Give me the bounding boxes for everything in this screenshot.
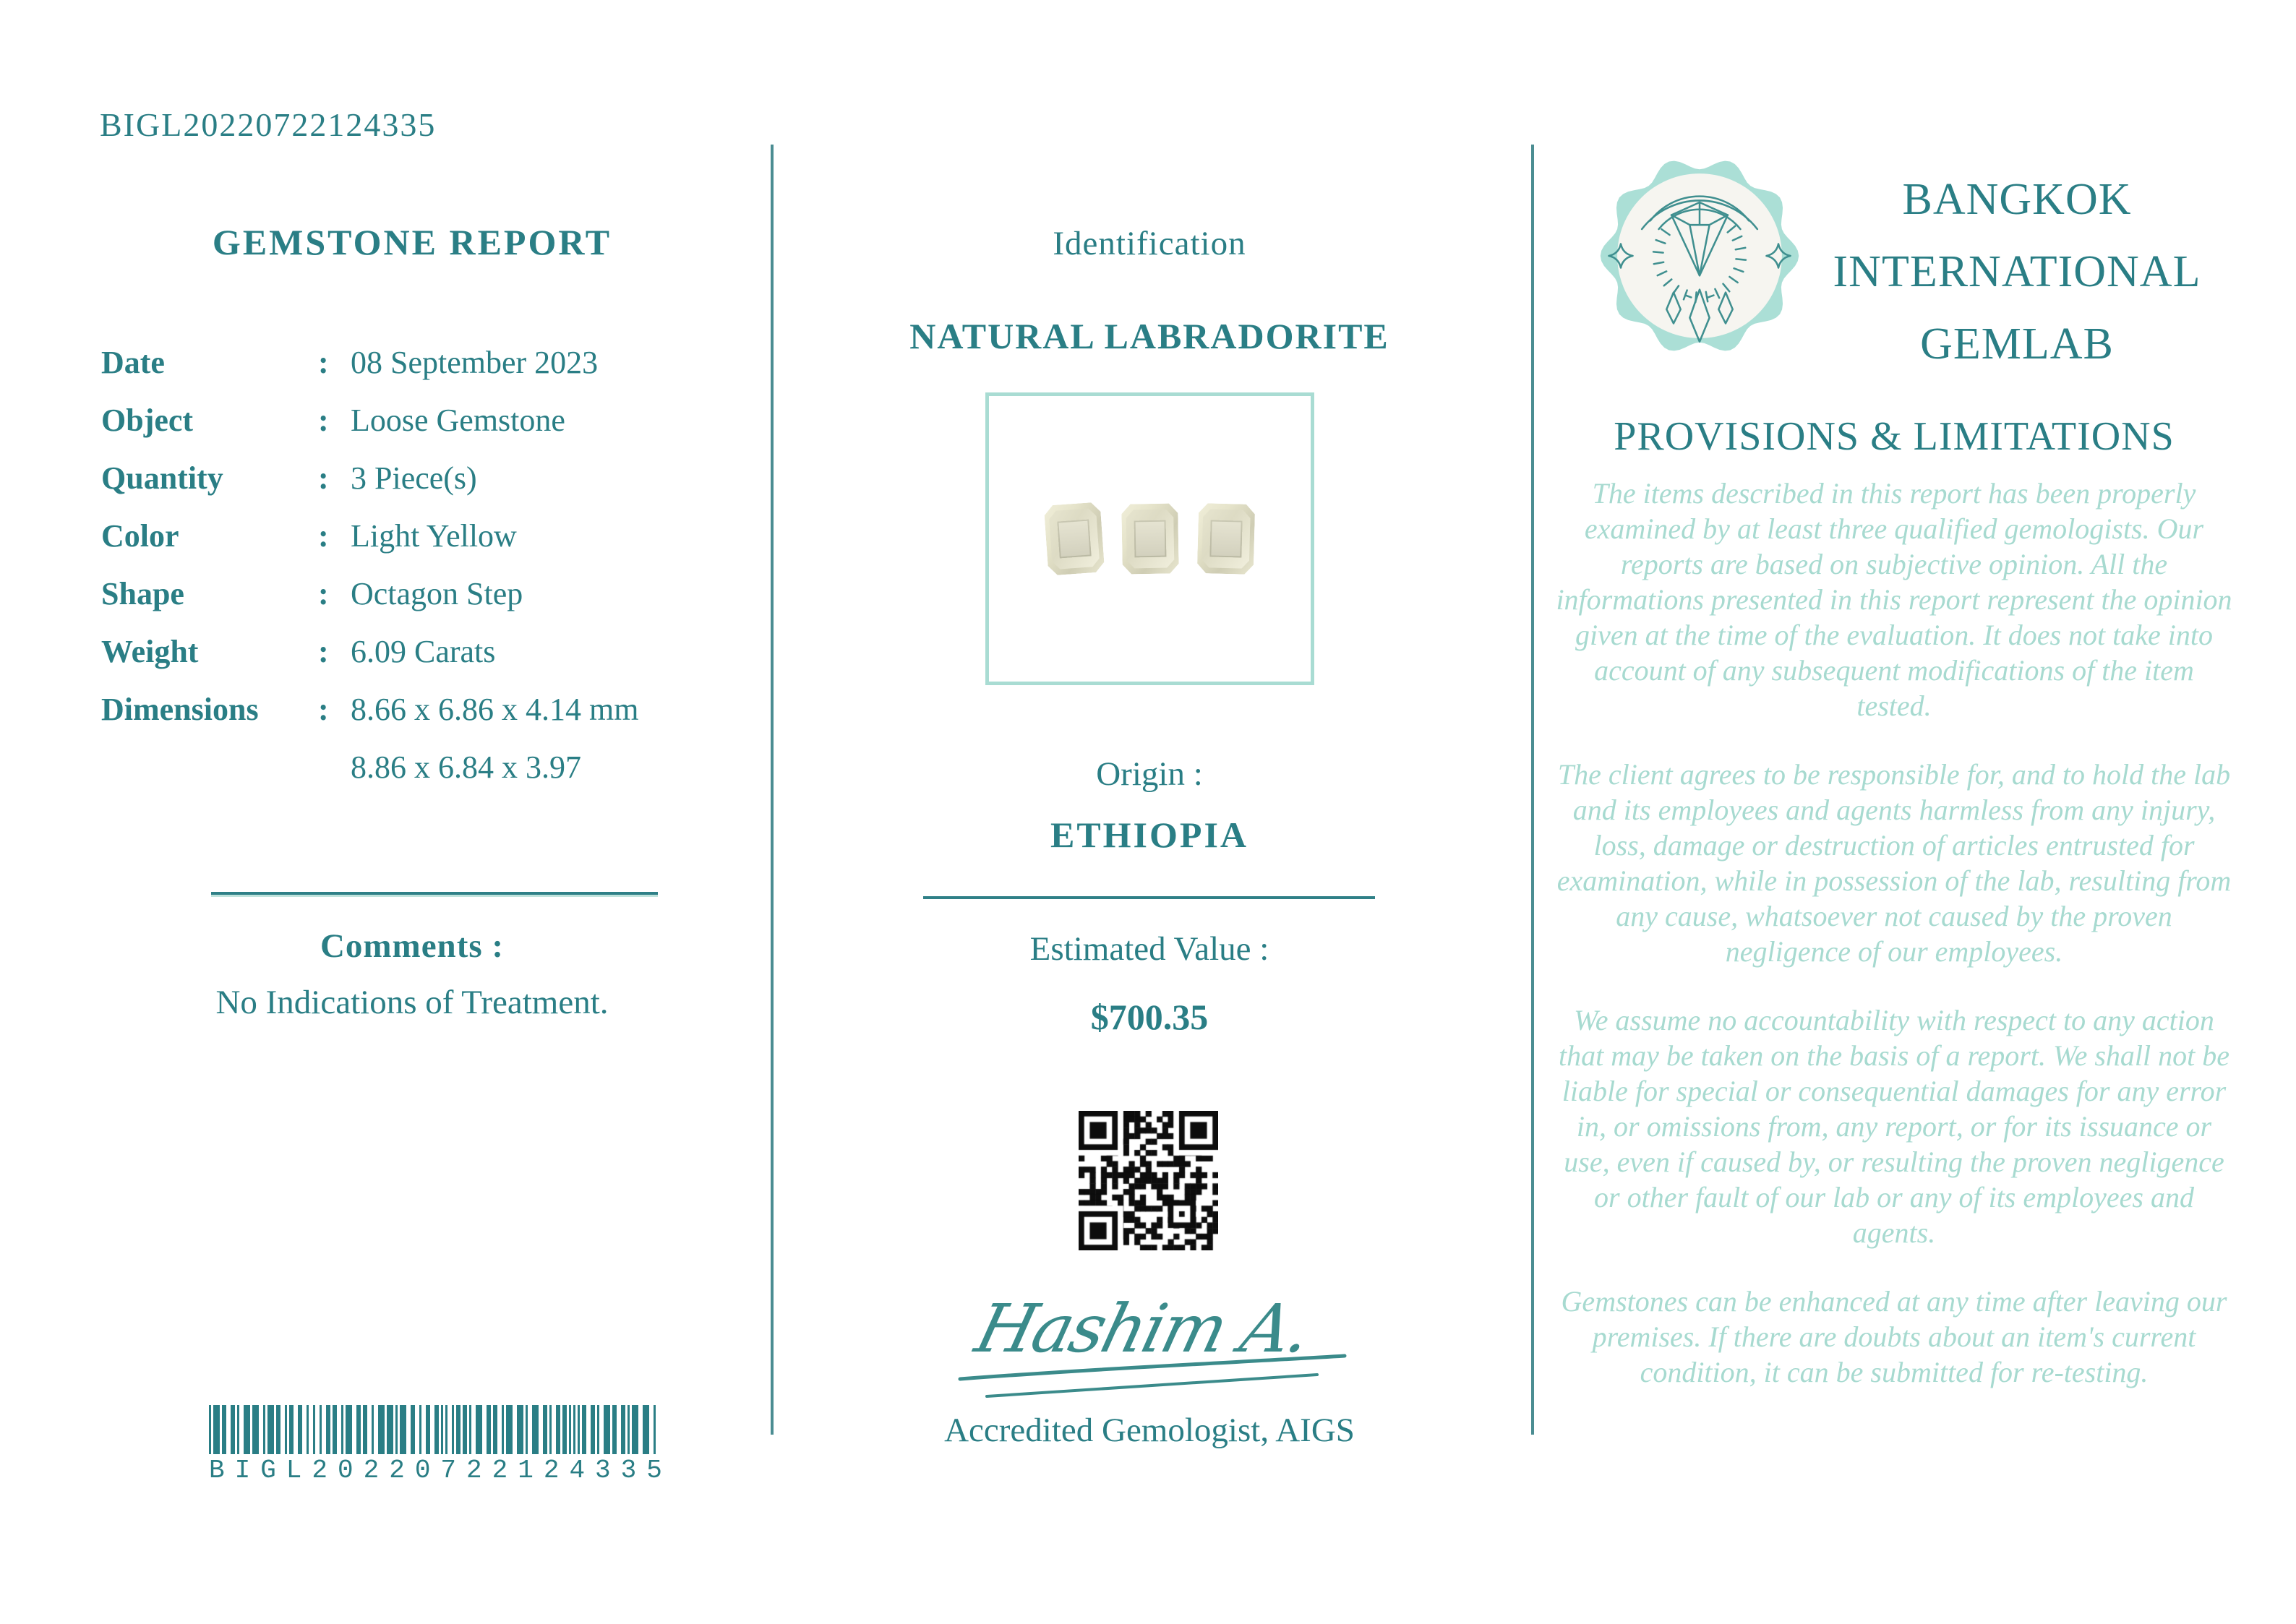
field-colon: : [318,692,329,727]
barcode [209,1405,666,1454]
signature-flourish-2 [987,1375,1317,1396]
field-label: Dimensions [101,692,259,727]
field-label [101,739,318,796]
field-colon: : [318,460,329,496]
field-label: Shape [101,576,184,611]
field-value: Loose Gemstone [351,403,565,438]
gemstone-3 [1196,503,1255,575]
provisions-paragraph-2: The client agrees to be responsible for, and to hold the lab and its employees and agents harmless from any injury, loss, damage or destruction of articles entrusted for examination, while in possession of the lab, resulting from any cause, whatsoever not caused by the proven negligence of our employees. [1556,758,2232,968]
field-label: Quantity [101,460,223,496]
provisions-title: PROVISIONS & LIMITATIONS [1614,414,2175,459]
identification-section-label: Identification [1053,225,1246,262]
lab-name-line-2: INTERNATIONAL [1833,247,2201,296]
field-row-dimensions-2 [101,739,737,796]
gemstone-2 [1121,503,1179,574]
field-label: Weight [101,634,199,669]
provisions-paragraph-4: Gemstones can be enhanced at any time after leaving our premises. If there are doubts about an item's current condition, it can be submitted for re-testing. [1561,1285,2227,1388]
gemologist-signature [918,1273,1381,1411]
field-row-weight [101,623,737,681]
field-row-object [101,392,737,450]
field-label: Color [101,518,179,554]
field-colon [318,739,351,796]
origin-value: ETHIOPIA [1050,815,1249,855]
barcode-label: BIGL20220722124335 [209,1456,672,1485]
field-value: Light Yellow [351,518,517,554]
field-row-dimensions [101,681,737,739]
estimated-value-amount: $700.35 [1090,997,1209,1037]
field-colon: : [318,576,329,611]
species-name: NATURAL LABRADORITE [909,316,1389,356]
estimated-value-label: Estimated Value : [1029,930,1269,968]
field-row-date [101,334,737,392]
lab-name-line-1: BANGKOK [1902,175,2132,224]
comments-label: Comments : [320,927,505,965]
signatory-title: Accredited Gemologist, AIGS [944,1412,1355,1449]
column-divider-left [771,145,774,1435]
lab-logo [1594,150,1805,361]
column-divider-right [1531,145,1534,1435]
field-value: 08 September 2023 [351,345,599,380]
field-value: 8.66 x 6.86 x 4.14 mm [351,692,639,727]
field-value: 6.09 Carats [351,634,496,669]
value-divider [923,896,1375,899]
field-colon: : [318,518,329,554]
provisions-paragraphs [1554,476,2234,1423]
field-value: Octagon Step [351,576,523,611]
gemstone-photo [985,392,1314,685]
logo-badge-inner [1617,173,1782,338]
provisions-paragraph-1: The items described in this report has been properly examined by at least three qualified gemologists. Our reports are based on subjective opinion. All the informations presented in this report represent the opinion given at the time of the evaluation. It does not take into account of any subsequent modifications of the item tested. [1556,477,2232,722]
field-row-color [101,507,737,565]
comments-divider [211,892,658,897]
field-label: Object [101,403,194,438]
field-colon: : [318,403,329,438]
field-value: 3 Piece(s) [351,460,477,496]
provisions-paragraph-3: We assume no accountability with respect to any action that may be taken on the basis of a report. We shall not be liable for special or consequential damages for any error in, or omissions from, any report, or for its issuance or use, even if caused by, or resulting the proven negligence or other fault of our lab or any of its employees and agents. [1558,1004,2230,1249]
field-value: 8.86 x 6.84 x 3.97 [351,749,581,785]
certificate-number: BIGL20220722124335 [100,106,437,143]
report-fields [101,334,737,796]
field-colon: : [318,345,329,380]
gemstone-1 [1043,502,1105,575]
lab-name [1807,163,2227,380]
lab-name-line-3: GEMLAB [1920,319,2114,369]
signature-name: Hashim A. [968,1290,1318,1368]
field-colon: : [318,634,329,669]
field-label: Date [101,345,165,380]
field-row-quantity [101,450,737,507]
field-row-shape [101,565,737,623]
report-title: GEMSTONE REPORT [212,222,612,262]
qr-code [1079,1111,1218,1250]
origin-label: Origin : [1096,755,1203,793]
comments-value: No Indications of Treatment. [215,984,609,1021]
